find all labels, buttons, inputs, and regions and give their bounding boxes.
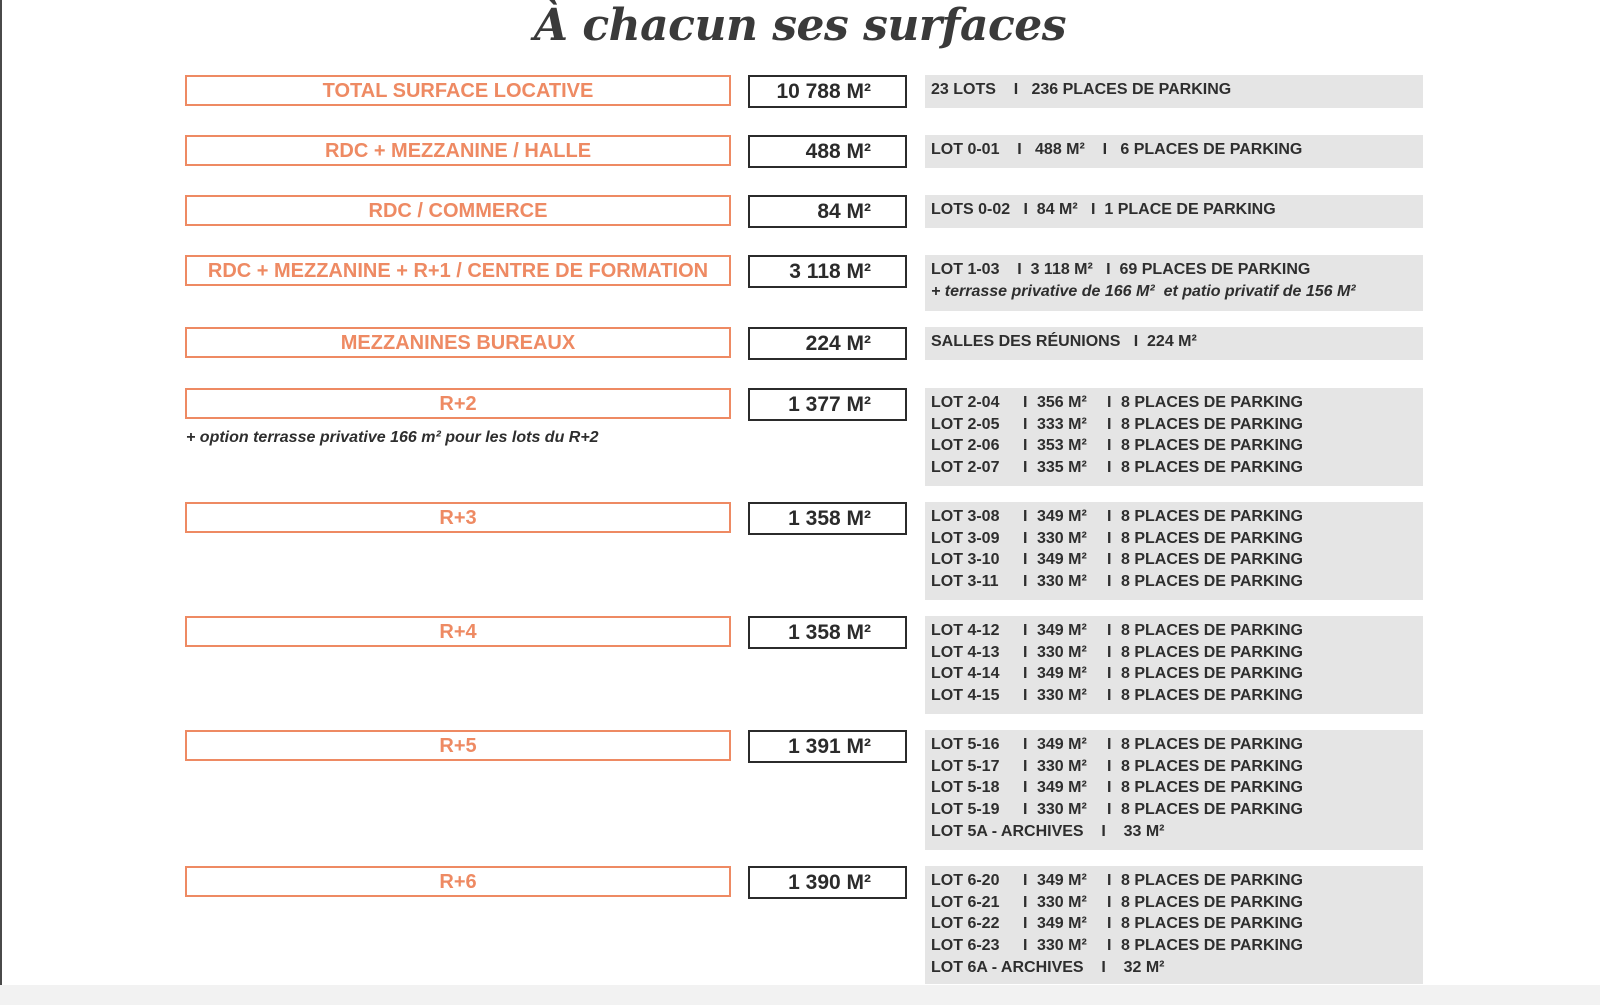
surface-label: RDC / COMMERCE [185, 195, 731, 226]
lot-id: LOT 3-08 [931, 508, 1000, 525]
lot-id: LOT 4-15 [931, 687, 1000, 705]
surface-label: MEZZANINES BUREAUX [185, 327, 731, 358]
separator: I [1107, 757, 1112, 775]
lot-line [931, 799, 1417, 821]
lot-area: 330 M² [1037, 757, 1087, 775]
lot-id: LOT 2-04 [931, 394, 1000, 411]
separator: I [1023, 394, 1028, 411]
lot-details [925, 255, 1423, 311]
lot-id: LOT 3-09 [931, 529, 1000, 547]
lot-id: LOT 6-22 [931, 915, 1000, 933]
surface-area: 1 358 M² [748, 502, 907, 535]
lot-area: 356 M² [1037, 394, 1087, 411]
separator: I [1107, 893, 1112, 911]
lot-line [931, 528, 1417, 550]
lot-id: LOT 4-14 [931, 665, 1000, 683]
surface-label: RDC + MEZZANINE / HALLE [185, 135, 731, 166]
lot-area: 330 M² [1037, 893, 1087, 911]
lot-parking: 8 PLACES DE PARKING [1121, 643, 1303, 661]
lot-area: 349 M² [1037, 736, 1087, 753]
lot-area: 349 M² [1037, 872, 1087, 889]
lot-line [931, 777, 1417, 799]
lot-id: LOT 6-23 [931, 937, 1000, 955]
archive-line: LOT 5A - ARCHIVES I 33 M² [931, 822, 1165, 840]
detail-note: + terrasse privative de 166 M² et patio privatif de 156 M² [931, 282, 1356, 300]
lot-id: LOT 5-18 [931, 779, 1000, 797]
separator: I [1107, 551, 1112, 569]
separator: I [1023, 459, 1028, 477]
surface-label: TOTAL SURFACE LOCATIVE [185, 75, 731, 106]
detail-line: 23 LOTS I 236 PLACES DE PARKING [931, 81, 1232, 98]
lot-details [925, 75, 1423, 108]
separator: I [1107, 622, 1112, 639]
surface-area: 1 391 M² [748, 730, 907, 763]
lot-parking: 8 PLACES DE PARKING [1121, 622, 1303, 639]
separator: I [1023, 643, 1028, 661]
lot-details [925, 502, 1423, 600]
lot-details [925, 135, 1423, 168]
lot-line [931, 935, 1417, 957]
surface-area: 3 118 M² [748, 255, 907, 288]
separator: I [1023, 415, 1028, 433]
detail-line: LOT 0-01 I 488 M² I 6 PLACES DE PARKING [931, 141, 1303, 158]
separator: I [1023, 915, 1028, 933]
page-bottom-edge [0, 985, 1600, 1005]
lot-area: 349 M² [1037, 622, 1087, 639]
lot-parking: 8 PLACES DE PARKING [1121, 893, 1303, 911]
option-note: + option terrasse privative 166 m² pour les lots du R+2 [186, 429, 599, 446]
lot-line [931, 663, 1417, 685]
surface-label: R+5 [185, 730, 731, 761]
detail-line: LOT 1-03 I 3 118 M² I 69 PLACES DE PARKING [931, 261, 1311, 278]
separator: I [1107, 573, 1112, 591]
lot-parking: 8 PLACES DE PARKING [1121, 573, 1303, 591]
lot-id: LOT 5-17 [931, 757, 1000, 775]
lot-id: LOT 3-11 [931, 573, 999, 591]
lot-area: 330 M² [1037, 937, 1087, 955]
archive-line: LOT 6A - ARCHIVES I 32 M² [931, 958, 1165, 976]
separator: I [1023, 551, 1028, 569]
lot-id: LOT 6-20 [931, 872, 1000, 889]
lot-details [925, 195, 1423, 228]
separator: I [1107, 937, 1112, 955]
lot-line [931, 414, 1417, 436]
lot-line [931, 913, 1417, 935]
lot-parking: 8 PLACES DE PARKING [1121, 665, 1303, 683]
lot-parking: 8 PLACES DE PARKING [1121, 801, 1303, 819]
separator: I [1107, 665, 1112, 683]
surface-area: 1 358 M² [748, 616, 907, 649]
surface-label: R+2 [185, 388, 731, 419]
separator: I [1023, 573, 1028, 591]
lot-line [931, 506, 1417, 528]
surface-label: R+6 [185, 866, 731, 897]
lot-line [931, 392, 1417, 414]
separator: I [1023, 622, 1028, 639]
lot-area: 330 M² [1037, 643, 1087, 661]
separator: I [1107, 643, 1112, 661]
lot-line [931, 756, 1417, 778]
lot-parking: 8 PLACES DE PARKING [1121, 937, 1303, 955]
separator: I [1107, 872, 1112, 889]
lot-line [931, 457, 1417, 479]
lot-parking: 8 PLACES DE PARKING [1121, 437, 1303, 455]
detail-line: SALLES DES RÉUNIONS I 224 M² [931, 333, 1197, 350]
lot-parking: 8 PLACES DE PARKING [1121, 687, 1303, 705]
lot-area: 349 M² [1037, 779, 1087, 797]
lot-parking: 8 PLACES DE PARKING [1121, 415, 1303, 433]
surface-label: R+3 [185, 502, 731, 533]
surface-label: R+4 [185, 616, 731, 647]
detail-line: LOTS 0-02 I 84 M² I 1 PLACE DE PARKING [931, 201, 1276, 218]
lot-id: LOT 2-07 [931, 459, 1000, 477]
lot-id: LOT 5-16 [931, 736, 1000, 753]
lot-area: 353 M² [1037, 437, 1087, 455]
lot-area: 349 M² [1037, 915, 1087, 933]
lot-area: 330 M² [1037, 573, 1087, 591]
separator: I [1023, 872, 1028, 889]
separator: I [1107, 415, 1112, 433]
surface-area: 1 377 M² [748, 388, 907, 421]
surface-area: 84 M² [748, 195, 907, 228]
separator: I [1023, 937, 1028, 955]
surface-area: 488 M² [748, 135, 907, 168]
lot-parking: 8 PLACES DE PARKING [1121, 459, 1303, 477]
surface-label: RDC + MEZZANINE + R+1 / CENTRE DE FORMATION [185, 255, 731, 286]
lot-id: LOT 4-13 [931, 643, 1000, 661]
separator: I [1023, 687, 1028, 705]
separator: I [1023, 508, 1028, 525]
lot-area: 349 M² [1037, 665, 1087, 683]
lot-area: 349 M² [1037, 508, 1087, 525]
separator: I [1023, 779, 1028, 797]
lot-details [925, 730, 1423, 850]
lot-line [931, 549, 1417, 571]
lot-parking: 8 PLACES DE PARKING [1121, 736, 1303, 753]
lot-details [925, 327, 1423, 360]
lot-line [931, 870, 1417, 892]
lot-parking: 8 PLACES DE PARKING [1121, 551, 1303, 569]
lot-id: LOT 4-12 [931, 622, 1000, 639]
lot-id: LOT 5-19 [931, 801, 1000, 819]
separator: I [1023, 665, 1028, 683]
separator: I [1107, 529, 1112, 547]
surface-area: 224 M² [748, 327, 907, 360]
separator: I [1107, 736, 1112, 753]
lot-line [931, 571, 1417, 593]
lot-line [931, 620, 1417, 642]
lot-id: LOT 3-10 [931, 551, 1000, 569]
lot-line [931, 685, 1417, 707]
separator: I [1023, 893, 1028, 911]
lot-id: LOT 6-21 [931, 893, 1000, 911]
left-border [0, 0, 2, 1005]
lot-area: 333 M² [1037, 415, 1087, 433]
lot-details [925, 388, 1423, 486]
lot-area: 335 M² [1037, 459, 1087, 477]
separator: I [1107, 437, 1112, 455]
lot-line [931, 734, 1417, 756]
separator: I [1107, 459, 1112, 477]
lot-line [931, 642, 1417, 664]
separator: I [1107, 779, 1112, 797]
lot-parking: 8 PLACES DE PARKING [1121, 779, 1303, 797]
lot-id: LOT 2-06 [931, 437, 1000, 455]
page-title: À chacun ses surfaces [533, 0, 1067, 51]
separator: I [1023, 736, 1028, 753]
separator: I [1107, 687, 1112, 705]
surface-area: 1 390 M² [748, 866, 907, 899]
lot-id: LOT 2-05 [931, 415, 1000, 433]
lot-area: 330 M² [1037, 801, 1087, 819]
lot-parking: 8 PLACES DE PARKING [1121, 915, 1303, 933]
surface-area: 10 788 M² [748, 75, 907, 108]
lot-area: 330 M² [1037, 687, 1087, 705]
lot-details [925, 866, 1423, 984]
lot-line [931, 892, 1417, 914]
lot-parking: 8 PLACES DE PARKING [1121, 394, 1303, 411]
lot-line [931, 435, 1417, 457]
lot-details [925, 616, 1423, 714]
lot-area: 349 M² [1037, 551, 1087, 569]
lot-parking: 8 PLACES DE PARKING [1121, 872, 1303, 889]
separator: I [1023, 437, 1028, 455]
separator: I [1107, 915, 1112, 933]
separator: I [1023, 757, 1028, 775]
lot-parking: 8 PLACES DE PARKING [1121, 508, 1303, 525]
separator: I [1107, 394, 1112, 411]
separator: I [1107, 801, 1112, 819]
separator: I [1107, 508, 1112, 525]
lot-area: 330 M² [1037, 529, 1087, 547]
separator: I [1023, 529, 1028, 547]
separator: I [1023, 801, 1028, 819]
lot-parking: 8 PLACES DE PARKING [1121, 529, 1303, 547]
lot-parking: 8 PLACES DE PARKING [1121, 757, 1303, 775]
